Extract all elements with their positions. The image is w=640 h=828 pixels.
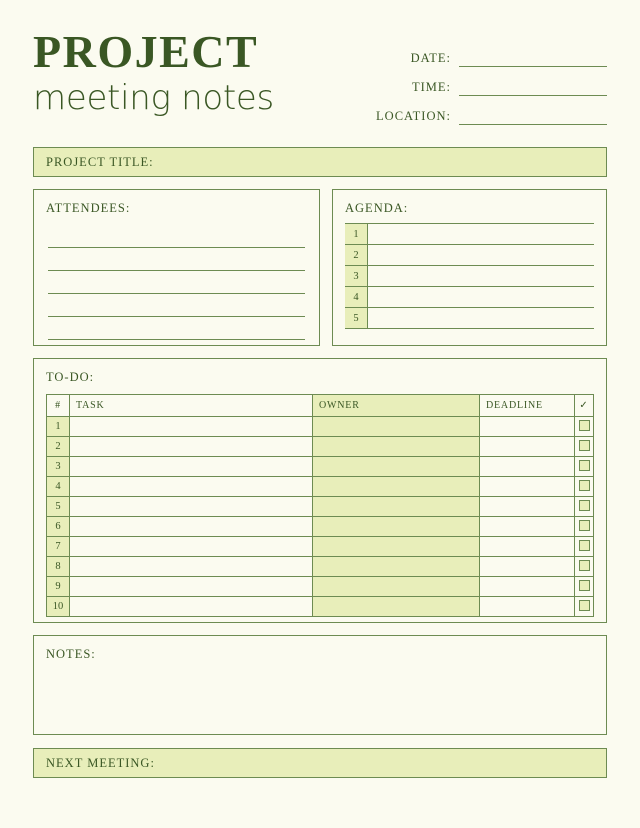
checkbox-icon[interactable] xyxy=(579,560,590,571)
time-label: TIME: xyxy=(411,80,451,94)
table-row xyxy=(47,457,594,477)
attendee-input[interactable] xyxy=(48,271,305,294)
agenda-item[interactable] xyxy=(345,245,594,266)
agenda-label: AGENDA: xyxy=(345,201,409,215)
table-row xyxy=(47,497,594,517)
agenda-item-number: 5 xyxy=(345,308,368,328)
page-header xyxy=(33,26,607,130)
date-field-row xyxy=(357,38,607,67)
deadline-cell[interactable] xyxy=(480,597,575,617)
agenda-item[interactable] xyxy=(345,287,594,308)
todo-table xyxy=(46,394,594,617)
task-cell[interactable] xyxy=(70,497,313,517)
agenda-item-number: 1 xyxy=(345,224,368,244)
agenda-item-input[interactable] xyxy=(368,266,594,286)
done-cell[interactable] xyxy=(575,437,594,457)
owner-cell[interactable] xyxy=(313,577,480,597)
agenda-item[interactable] xyxy=(345,266,594,287)
attendee-input[interactable] xyxy=(48,294,305,317)
done-cell[interactable] xyxy=(575,557,594,577)
table-row xyxy=(47,437,594,457)
done-cell[interactable] xyxy=(575,417,594,437)
deadline-cell[interactable] xyxy=(480,477,575,497)
time-input[interactable] xyxy=(459,81,607,96)
date-input[interactable] xyxy=(459,52,607,67)
agenda-item-number: 4 xyxy=(345,287,368,307)
project-title-label: PROJECT TITLE: xyxy=(46,154,154,169)
attendee-input[interactable] xyxy=(48,248,305,271)
notes-section[interactable] xyxy=(33,635,607,735)
header-meta-fields xyxy=(357,26,607,125)
row-number: 7 xyxy=(47,537,70,557)
task-cell[interactable] xyxy=(70,597,313,617)
agenda-list xyxy=(345,223,594,329)
attendees-agenda-row xyxy=(33,189,607,346)
table-row xyxy=(47,477,594,497)
checkbox-icon[interactable] xyxy=(579,420,590,431)
location-field-row xyxy=(357,96,607,125)
done-cell[interactable] xyxy=(575,537,594,557)
time-field-row xyxy=(357,67,607,96)
column-header-check: ✓ xyxy=(575,395,594,417)
deadline-cell[interactable] xyxy=(480,517,575,537)
task-cell[interactable] xyxy=(70,557,313,577)
task-cell[interactable] xyxy=(70,457,313,477)
column-header-number: # xyxy=(47,395,70,417)
owner-cell[interactable] xyxy=(313,477,480,497)
date-label: DATE: xyxy=(410,51,451,65)
project-title-field[interactable] xyxy=(33,147,607,177)
table-row xyxy=(47,517,594,537)
task-cell[interactable] xyxy=(70,437,313,457)
deadline-cell[interactable] xyxy=(480,457,575,477)
owner-cell[interactable] xyxy=(313,437,480,457)
row-number: 6 xyxy=(47,517,70,537)
todo-table-body xyxy=(47,417,594,617)
row-number: 5 xyxy=(47,497,70,517)
agenda-section xyxy=(332,189,607,346)
attendees-section xyxy=(33,189,320,346)
location-label: LOCATION: xyxy=(376,109,451,123)
column-header-task: TASK xyxy=(70,395,313,417)
todo-section xyxy=(33,358,607,623)
agenda-item-number: 2 xyxy=(345,245,368,265)
next-meeting-field[interactable] xyxy=(33,748,607,778)
deadline-cell[interactable] xyxy=(480,437,575,457)
agenda-item[interactable] xyxy=(345,224,594,245)
owner-cell[interactable] xyxy=(313,457,480,477)
checkbox-icon[interactable] xyxy=(579,480,590,491)
table-row xyxy=(47,417,594,437)
attendee-input[interactable] xyxy=(48,317,305,340)
title-block xyxy=(33,26,274,118)
agenda-item[interactable] xyxy=(345,308,594,329)
notes-label: NOTES: xyxy=(46,647,96,661)
owner-cell[interactable] xyxy=(313,597,480,617)
agenda-item-number: 3 xyxy=(345,266,368,286)
attendees-label: ATTENDEES: xyxy=(46,201,131,215)
done-cell[interactable] xyxy=(575,497,594,517)
table-header-row xyxy=(47,395,594,417)
column-header-owner: OWNER xyxy=(313,395,480,417)
checkbox-icon[interactable] xyxy=(579,440,590,451)
checkbox-icon[interactable] xyxy=(579,600,590,611)
agenda-item-input[interactable] xyxy=(368,287,594,307)
done-cell[interactable] xyxy=(575,457,594,477)
done-cell[interactable] xyxy=(575,597,594,617)
task-cell[interactable] xyxy=(70,577,313,597)
table-row xyxy=(47,597,594,617)
done-cell[interactable] xyxy=(575,577,594,597)
column-header-deadline: DEADLINE xyxy=(480,395,575,417)
agenda-item-input[interactable] xyxy=(368,308,594,328)
checkbox-icon[interactable] xyxy=(579,580,590,591)
page-title: PROJECT xyxy=(33,26,259,77)
attendee-input[interactable] xyxy=(48,225,305,248)
attendees-lines xyxy=(34,216,319,340)
checkbox-icon[interactable] xyxy=(579,540,590,551)
row-number: 10 xyxy=(47,597,70,617)
done-cell[interactable] xyxy=(575,517,594,537)
owner-cell[interactable] xyxy=(313,497,480,517)
task-cell[interactable] xyxy=(70,477,313,497)
deadline-cell[interactable] xyxy=(480,537,575,557)
row-number: 2 xyxy=(47,437,70,457)
done-cell[interactable] xyxy=(575,477,594,497)
table-row xyxy=(47,577,594,597)
owner-cell[interactable] xyxy=(313,417,480,437)
task-cell[interactable] xyxy=(70,517,313,537)
task-cell[interactable] xyxy=(70,417,313,437)
owner-cell[interactable] xyxy=(313,517,480,537)
table-row xyxy=(47,537,594,557)
checkbox-icon[interactable] xyxy=(579,460,590,471)
location-input[interactable] xyxy=(459,110,607,125)
agenda-item-input[interactable] xyxy=(368,245,594,265)
next-meeting-label: NEXT MEETING: xyxy=(46,755,155,770)
row-number: 4 xyxy=(47,477,70,497)
deadline-cell[interactable] xyxy=(480,557,575,577)
owner-cell[interactable] xyxy=(313,537,480,557)
todo-label: TO-DO: xyxy=(46,370,95,384)
task-cell[interactable] xyxy=(70,537,313,557)
todo-table-header xyxy=(47,395,594,417)
deadline-cell[interactable] xyxy=(480,577,575,597)
deadline-cell[interactable] xyxy=(480,417,575,437)
agenda-item-input[interactable] xyxy=(368,224,594,244)
row-number: 8 xyxy=(47,557,70,577)
owner-cell[interactable] xyxy=(313,557,480,577)
row-number: 1 xyxy=(47,417,70,437)
row-number: 9 xyxy=(47,577,70,597)
table-row xyxy=(47,557,594,577)
checkbox-icon[interactable] xyxy=(579,520,590,531)
page-subtitle: meeting notes xyxy=(33,78,274,118)
checkbox-icon[interactable] xyxy=(579,500,590,511)
deadline-cell[interactable] xyxy=(480,497,575,517)
row-number: 3 xyxy=(47,457,70,477)
